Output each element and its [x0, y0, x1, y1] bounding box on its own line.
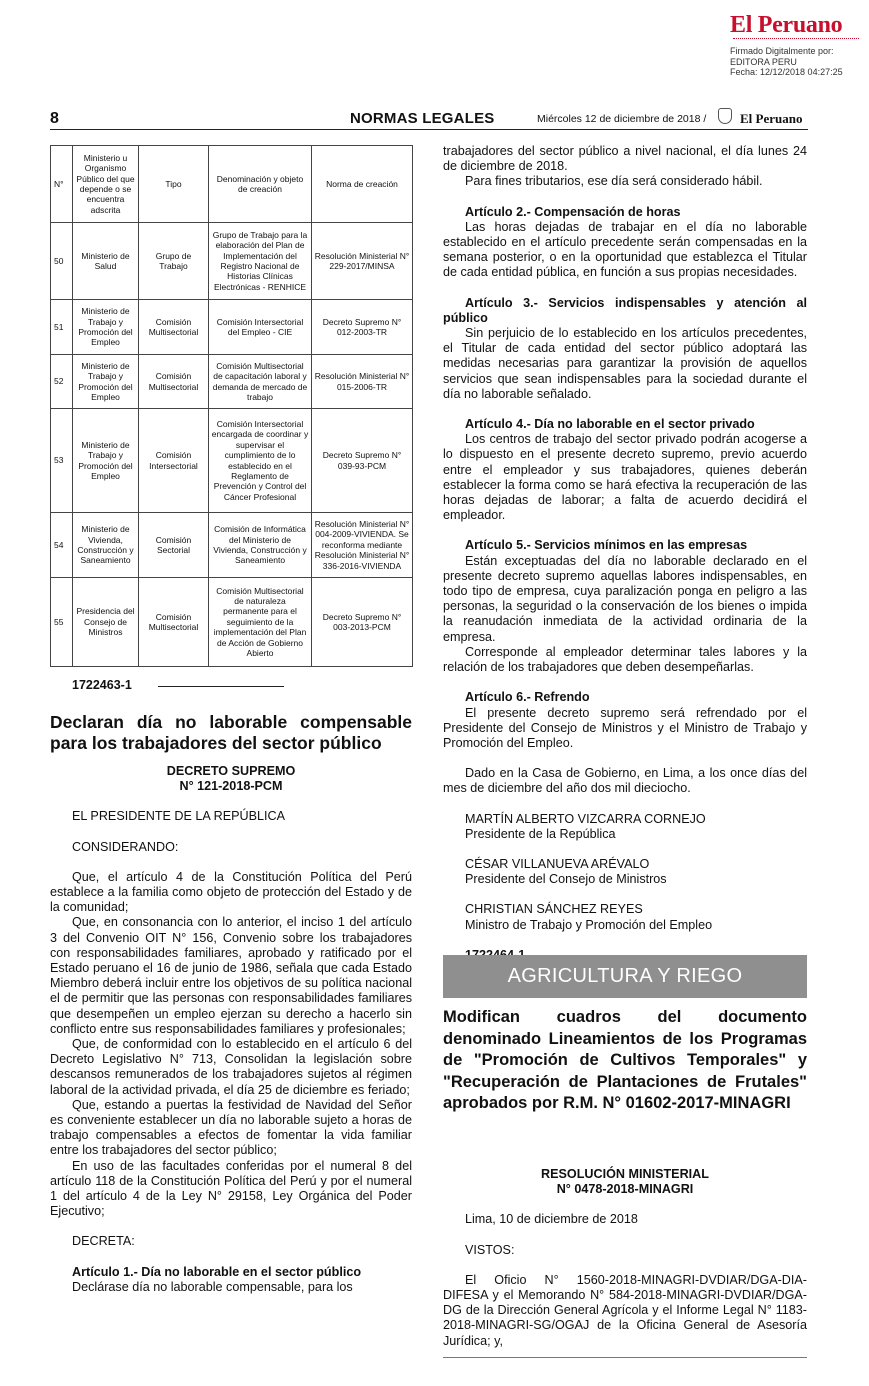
decree-number: N° 121-2018-PCM: [179, 779, 283, 794]
decree-body-continued: [443, 144, 807, 963]
separator-rule: [158, 686, 284, 687]
column-end-rule: [443, 1357, 807, 1358]
cell-denomination: Comisión Multisectorial de capacitación laboral y demanda de mercado de trabajo: [209, 355, 312, 409]
signature-line: Firmado Digitalmente por:: [730, 46, 834, 56]
cell-norm: Decreto Supremo N° 012-2003-TR: [312, 300, 413, 355]
article-heading: Artículo 1.- Día no laborable en el sector público: [72, 1264, 362, 1279]
cell-number: 54: [51, 513, 73, 578]
table-row: [51, 355, 413, 409]
coat-of-arms-icon: [718, 108, 732, 124]
commissions-table: [50, 145, 413, 667]
president-heading: EL PRESIDENTE DE LA REPÚBLICA: [72, 809, 285, 824]
article-text: Corresponde al empleador determinar tales labores y la relación de los trabajadores que deben desempeñarlas.: [443, 644, 807, 675]
cell-norm: Decreto Supremo N° 003-2013-PCM: [312, 578, 413, 667]
col-header: Norma de creación: [312, 146, 413, 223]
section-band: AGRICULTURA Y RIEGO: [443, 955, 807, 998]
header-brand: El Peruano: [740, 111, 803, 126]
table-row: [51, 513, 413, 578]
cell-type: Comisión Multisectorial: [139, 300, 209, 355]
cell-ministry: Presidencia del Consejo de Ministros: [73, 578, 139, 667]
cell-denomination: Comisión Intersectorial encargada de coordinar y supervisar el cumplimiento de lo establecido en el Reglamento de Prevención y Control del Cáncer Profesional: [209, 409, 312, 513]
cell-ministry: Ministerio de Salud: [73, 223, 139, 300]
signatory-role: Presidente del Consejo de Ministros: [465, 872, 667, 887]
article-heading: Artículo 6.- Refrendo: [465, 690, 590, 705]
cell-number: 50: [51, 223, 73, 300]
table-row: [51, 223, 413, 300]
el-peruano-logo: El Peruano: [730, 12, 843, 38]
logo-underline: [733, 38, 859, 40]
cell-norm: Resolución Ministerial N° 015-2006-TR: [312, 355, 413, 409]
article-text: Están exceptuadas del día no laborable declarado en el presente decreto supremo aquellas labores indispensables, en todo tipo de empresa, cuya paralización ponga en peligro a las personas, la seguridad o la conservación de los bienes o impida la reanudación inmediata de la actividad ordinaria de la empresa.: [443, 553, 807, 644]
article-heading: Artículo 4.- Día no laborable en el sector privado: [465, 417, 755, 432]
considerando-paragraph: Que, en consonancia con lo anterior, el inciso 1 del artículo 3 del Convenio OIT N° 156, Convenio sobre los trabajadores con responsabilidades familiares, aprobado y ratificado por el Estado peruano el 16 de junio de 1986, señala que cada Estado Miembro deberá incluir entre los objetivos de su política nacional el de permitir que las personas con responsabilidades familiares que desempeñen un empleo ejerzan su derecho a hacerlo sin conflicto entre sus responsabilidades familiares y profesionales;: [50, 915, 412, 1036]
signatory-role: Ministro de Trabajo y Promoción del Empleo: [465, 917, 713, 932]
header-date: Miércoles 12 de diciembre de 2018 /: [537, 113, 707, 125]
decreta-heading: DECRETA:: [72, 1234, 135, 1249]
table-row: [51, 409, 413, 513]
article-text: Los centros de trabajo del sector privado podrán acogerse a lo dispuesto en el presente decreto supremo, previo acuerdo entre el empleador y sus trabajadores, quienes deberán establecer la forma como se hará efectiva la recuperación de las horas dejadas de laborar; a falta de acuerdo decidirá el empleador.: [443, 432, 807, 523]
cell-type: Comisión Multisectorial: [139, 355, 209, 409]
article-text: El presente decreto supremo será refrendado por el Presidente del Consejo de Ministros y el Ministro de Trabajo y Promoción del Empleo.: [443, 705, 807, 750]
cell-ministry: Ministerio de Vivienda, Construcción y Saneamiento: [73, 513, 139, 578]
page-number: 8: [50, 110, 59, 127]
signatory-name: CHRISTIAN SÁNCHEZ REYES: [465, 902, 643, 917]
cell-norm: Decreto Supremo N° 039-93-PCM: [312, 409, 413, 513]
considerando-paragraph: Que, el artículo 4 de la Constitución Política del Perú establece a la familia como objeto de protección del Estado y de la comunidad;: [50, 869, 412, 915]
cell-number: 55: [51, 578, 73, 667]
article-text: Declárase día no laborable compensable, para los: [72, 1279, 353, 1294]
decree-title: Declaran día no laborable compensable para los trabajadores del sector público: [50, 712, 412, 753]
cell-number: 52: [51, 355, 73, 409]
article-text: trabajadores del sector público a nivel nacional, el día lunes 24 de diciembre de 2018.: [443, 144, 807, 174]
decree-label: DECRETO SUPREMO: [166, 764, 296, 778]
considerando-paragraph: En uso de las facultades conferidas por el numeral 8 del artículo 118 de la Constitución Política del Perú y por el numeral 1 del artículo 4 de la Ley N° 29158, Ley Orgánica del Poder Ejecutivo;: [50, 1158, 412, 1219]
cell-type: Comisión Multisectorial: [139, 578, 209, 667]
cell-ministry: Ministerio de Trabajo y Promoción del Empleo: [73, 300, 139, 355]
col-header: N°: [51, 146, 73, 223]
cell-denomination: Comisión de Informática del Ministerio de Vivienda, Construcción y Saneamiento: [209, 513, 312, 578]
cell-ministry: Ministerio de Trabajo y Promoción del Empleo: [73, 409, 139, 513]
resolution-date: Lima, 10 de diciembre de 2018: [465, 1212, 638, 1227]
signature-line: EDITORA PERU: [730, 56, 797, 67]
cell-denomination: Comisión Intersectorial del Empleo - CIE: [209, 300, 312, 355]
col-header: Tipo: [139, 146, 209, 223]
article-heading: Artículo 5.- Servicios mínimos en las empresas: [465, 538, 748, 553]
digital-signature: [730, 46, 843, 78]
cell-type: Comisión Sectorial: [139, 513, 209, 578]
considerando-paragraph: Que, de conformidad con lo establecido en el artículo 6 del Decreto Legislativo N° 713, Consolidan la legislación sobre descansos remunerados de los trabajadores sujetos al régimen laboral de la actividad privada, el día 25 de diciembre es feriado;: [50, 1037, 412, 1097]
article-text: Sin perjuicio de lo establecido en los artículos precedentes, el Titular de cada entidad del sector público adoptará las medidas necesarias para garantizar la provisión de aquellos servicios que sean indispensables para la sociedad durante el día no laborable señalado.: [443, 326, 807, 401]
article-text: Para fines tributarios, ese día será considerado hábil.: [465, 174, 763, 189]
article-heading: Artículo 2.- Compensación de horas: [465, 204, 681, 219]
decree-body: [50, 764, 412, 1295]
article-text: Las horas dejadas de trabajar en el día no laborable establecido en el artículo precedente serán compensadas en la semana posterior, o en la oportunidad que establezca el Titular de cada entidad pública, en función a sus propias necesidades.: [443, 219, 807, 280]
table-header-row: [51, 146, 413, 223]
signatory-role: Presidente de la República: [465, 826, 616, 841]
cell-denomination: Comisión Multisectorial de naturaleza permanente para el seguimiento de la implementación del Plan de Acción de Gobierno Abierto: [209, 578, 312, 667]
considerando-heading: CONSIDERANDO:: [72, 839, 179, 854]
signatory-name: MARTÍN ALBERTO VIZCARRA CORNEJO: [465, 811, 706, 826]
cell-type: Grupo de Trabajo: [139, 223, 209, 300]
table-row: [51, 578, 413, 667]
resolution-number: N° 0478-2018-MINAGRI: [556, 1182, 694, 1197]
vistos-text: El Oficio N° 1560-2018-MINAGRI-DVDIAR/DGA-DIA-DIFESA y el Memorando N° 584-2018-MINAGRI-DVDIAR/DGA-DG de la Dirección General Agrícola y el Informe Legal N° 1183-2018-MINAGRI-SG/OGAJ de la Oficina General de Asesoría Jurídica; y,: [443, 1272, 807, 1348]
table-row: [51, 300, 413, 355]
signatory-name: CÉSAR VILLANUEVA ARÉVALO: [465, 856, 650, 871]
section-title: NORMAS LEGALES: [350, 110, 495, 127]
article-heading: Artículo 3.- Servicios indispensables y atención al público: [443, 295, 807, 325]
col-header: Ministerio u Organismo Público del que depende o se encuentra adscrita: [73, 146, 139, 223]
considerando-paragraph: Que, estando a puertas la festividad de Navidad del Señor es conveniente establecer un día no laborable sujeto a horas de trabajo compensables a efectos de fomentar la vida familiar entre los trabajadores del sector público;: [50, 1097, 412, 1158]
header-rule: [50, 129, 808, 130]
cell-ministry: Ministerio de Trabajo y Promoción del Empleo: [73, 355, 139, 409]
dado-text: Dado en la Casa de Gobierno, en Lima, a los once días del mes de diciembre del año dos mil dieciocho.: [443, 766, 807, 796]
cell-norm: Resolución Ministerial N° 004-2009-VIVIENDA. Se reconforma mediante Resolución Ministerial N° 336-2016-VIVIENDA: [312, 513, 413, 578]
resolution-title: Modifican cuadros del documento denominado Lineamientos de los Programas de "Promoción de Cultivos Temporales" y "Recuperación de Plantaciones de Frutales" aprobados por R.M. N° 01602-2017-MINAGRI: [443, 1008, 807, 1112]
cell-denomination: Grupo de Trabajo para la elaboración del Plan de Implementación del Registro Nacional de Historias Clínicas Electrónicas - RENHICE: [209, 223, 312, 300]
cell-norm: Resolución Ministerial N° 229-2017/MINSA: [312, 223, 413, 300]
cell-type: Comisión Intersectorial: [139, 409, 209, 513]
resolution-label: RESOLUCIÓN MINISTERIAL: [541, 1167, 709, 1181]
col-header: Denominación y objeto de creación: [209, 146, 312, 223]
cell-number: 53: [51, 409, 73, 513]
cell-number: 51: [51, 300, 73, 355]
vistos-heading: VISTOS:: [465, 1242, 515, 1257]
resolution-body: [443, 1167, 807, 1349]
publication-code: 1722463-1: [72, 678, 132, 692]
signature-line: Fecha: 12/12/2018 04:27:25: [730, 67, 843, 77]
